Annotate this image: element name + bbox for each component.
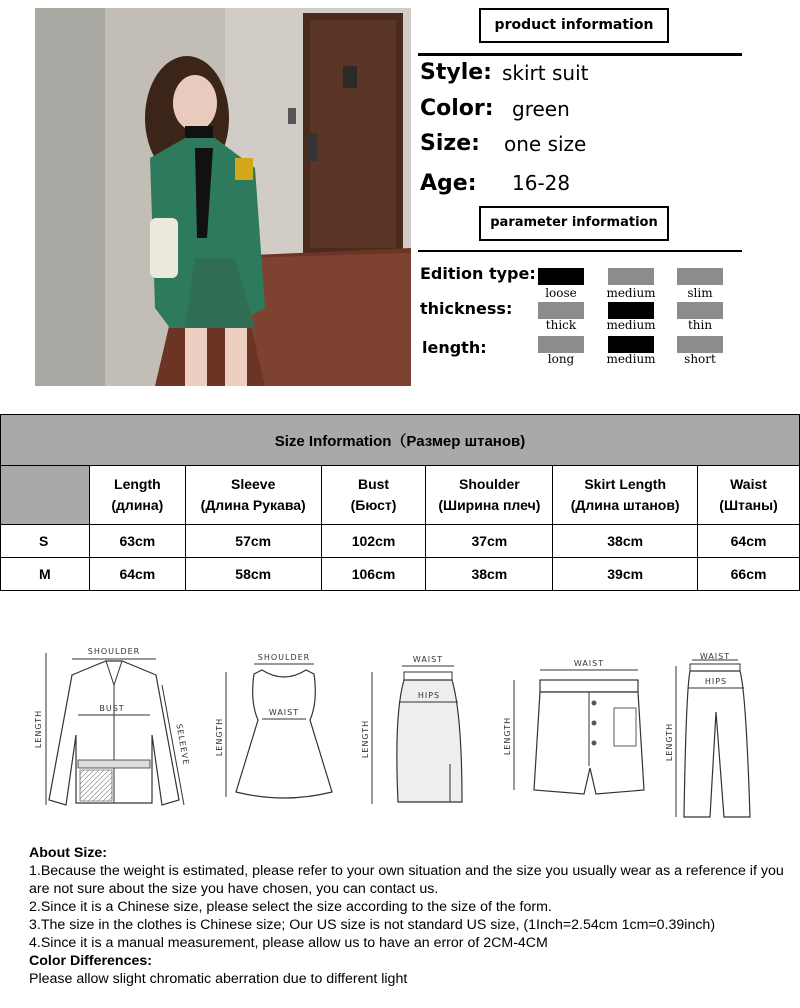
color-differences-title: Color Differences:	[29, 953, 152, 969]
size-cell: S	[1, 525, 90, 558]
pants-hips-label: HIPS	[704, 677, 728, 686]
jacket-sleeve-label: SELEEVE	[174, 722, 191, 767]
column-header	[321, 466, 426, 525]
size-table-corner	[1, 466, 90, 525]
column-header	[553, 466, 698, 525]
table-cell: 57cm	[185, 525, 321, 558]
color-value: green	[512, 97, 570, 121]
age-key: Age:	[420, 171, 477, 196]
dress-shoulder-label: SHOULDER	[257, 653, 311, 662]
pencil-skirt-diagram	[362, 654, 472, 814]
dress-icon	[214, 652, 344, 807]
shorts-diagram	[504, 658, 664, 798]
about-size-title: About Size:	[29, 845, 108, 861]
size-table-title: Size Information（Размер штанов)	[1, 415, 800, 466]
style-value: skirt suit	[502, 61, 589, 85]
table-cell: 39cm	[553, 558, 698, 591]
pants-length-label: LENGTH	[665, 722, 674, 762]
length-key: length:	[422, 338, 487, 357]
table-cell: 66cm	[698, 558, 800, 591]
thickness-key: thickness:	[420, 299, 513, 318]
table-cell: 64cm	[698, 525, 800, 558]
shorts-icon	[504, 658, 664, 798]
edition-slim-swatch	[677, 268, 723, 285]
edition-medium-label: medium	[606, 286, 656, 300]
divider	[418, 53, 742, 56]
pants-diagram	[666, 652, 766, 822]
column-header-ru: (Ширина плеч)	[438, 497, 541, 513]
edition-type-key: Edition type:	[420, 264, 536, 283]
size-table	[0, 414, 800, 591]
column-header-en: Length	[114, 476, 161, 492]
color-differences-text: Please allow slight chromatic aberration due to different light	[29, 971, 408, 987]
pencil-skirt-icon	[362, 654, 472, 814]
column-header-ru: (длина)	[111, 497, 164, 513]
divider	[418, 250, 742, 252]
column-header-en: Skirt Length	[584, 476, 666, 492]
column-header	[698, 466, 800, 525]
table-cell: 106cm	[321, 558, 426, 591]
skirt-hips-label: HIPS	[417, 691, 441, 700]
thickness-thick-swatch	[538, 302, 584, 319]
age-value: 16-28	[512, 171, 571, 195]
edition-medium-swatch	[608, 268, 654, 285]
thickness-thin-label: thin	[687, 318, 713, 332]
size-key: Size:	[420, 131, 480, 156]
size-table-title-row	[1, 415, 800, 466]
size-cell: M	[1, 558, 90, 591]
model-wearing-green-suit-image	[35, 8, 411, 386]
edition-loose-label: loose	[545, 286, 577, 300]
dress-length-label: LENGTH	[215, 717, 224, 757]
jacket-bust-label: BUST	[99, 704, 125, 713]
table-cell: 58cm	[185, 558, 321, 591]
table-cell: 64cm	[89, 558, 185, 591]
column-header	[89, 466, 185, 525]
dress-waist-label: WAIST	[268, 708, 300, 717]
thickness-medium-swatch	[608, 302, 654, 319]
column-header	[426, 466, 553, 525]
skirt-waist-label: WAIST	[412, 655, 444, 664]
dress-diagram	[214, 652, 344, 807]
color-key: Color:	[420, 96, 494, 121]
table-cell: 38cm	[426, 558, 553, 591]
length-short-label: short	[684, 352, 716, 366]
length-medium-swatch	[608, 336, 654, 353]
table-row	[1, 558, 800, 591]
column-header-ru: (Длина штанов)	[570, 497, 680, 513]
jacket-shoulder-label: SHOULDER	[87, 647, 141, 656]
column-header-en: Bust	[357, 476, 390, 492]
product-photo	[35, 8, 411, 386]
pants-icon	[666, 652, 766, 822]
size-notes	[29, 844, 799, 988]
pants-waist-label: WAIST	[699, 652, 731, 661]
about-size-line: 1.Because the weight is estimated, please refer to your own situation and the size you usually wear as a reference if you are not sure about the size you have chosen, you can contact us.	[29, 863, 784, 897]
jacket-icon	[34, 645, 194, 820]
skirt-length-label: LENGTH	[361, 719, 370, 759]
about-size-line: 3.The size in the clothes is Chinese size; Our US size is not standard US size, (1Inch=2.54cm 1cm=0.39inch)	[29, 917, 716, 933]
edition-slim-label: slim	[687, 286, 713, 300]
length-medium-label: medium	[606, 352, 656, 366]
parameter-info-header-text: parameter information	[490, 215, 658, 230]
about-size-line: 4.Since it is a manual measurement, please allow us to have an error of 2CM-4CM	[29, 935, 548, 951]
column-header-ru: (Бюст)	[350, 497, 397, 513]
edition-loose-swatch	[538, 268, 584, 285]
product-info-header	[479, 8, 669, 43]
column-header-ru: (Длина Рукава)	[200, 497, 306, 513]
length-long-label: long	[547, 352, 575, 366]
shorts-length-label: LENGTH	[503, 716, 512, 756]
jacket-length-label: LENGTH	[34, 709, 43, 749]
table-cell: 37cm	[426, 525, 553, 558]
column-header-en: Waist	[730, 476, 767, 492]
column-header-en: Shoulder	[459, 476, 520, 492]
size-table-header-row	[1, 466, 800, 525]
table-cell: 102cm	[321, 525, 426, 558]
table-cell: 63cm	[89, 525, 185, 558]
size-value: one size	[504, 132, 587, 156]
parameter-info-header	[479, 206, 669, 241]
thickness-thin-swatch	[677, 302, 723, 319]
product-info-header-text: product information	[494, 17, 654, 33]
jacket-diagram	[34, 645, 194, 820]
thickness-medium-label: medium	[606, 318, 656, 332]
about-size-line: 2.Since it is a Chinese size, please select the size according to the size of the form.	[29, 899, 552, 915]
column-header-en: Sleeve	[231, 476, 276, 492]
table-row	[1, 525, 800, 558]
table-cell: 38cm	[553, 525, 698, 558]
shorts-waist-label: WAIST	[573, 659, 605, 668]
style-key: Style:	[420, 60, 492, 85]
thickness-thick-label: thick	[545, 318, 577, 332]
length-short-swatch	[677, 336, 723, 353]
column-header-ru: (Штаны)	[719, 497, 778, 513]
length-long-swatch	[538, 336, 584, 353]
column-header	[185, 466, 321, 525]
